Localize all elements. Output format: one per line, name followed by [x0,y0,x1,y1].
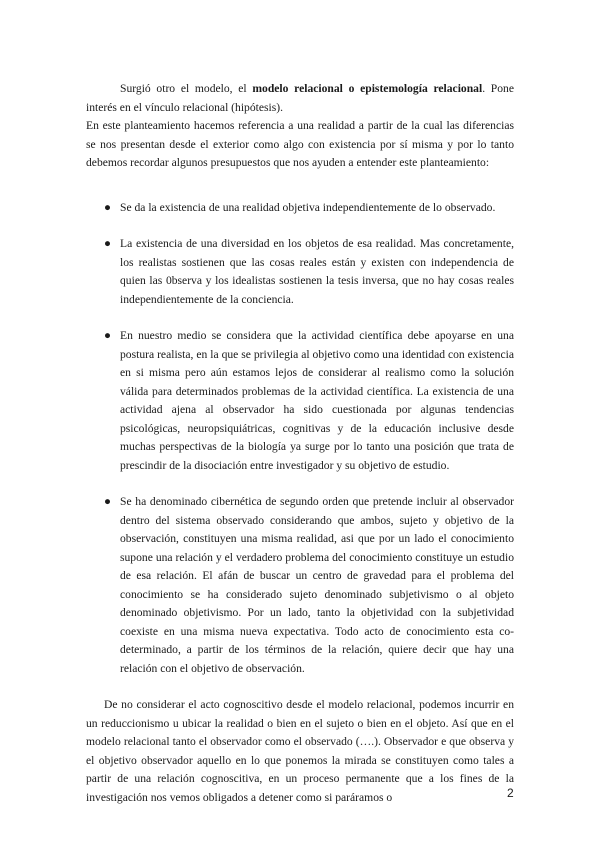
bullet-dot-icon: ● [104,200,112,214]
page-body [86,80,514,807]
intro-tail: . Pone interés en el vínculo relacional (hipótesis). [86,82,514,114]
intro-bold-term: modelo relacional o epistemología relacional [252,82,483,95]
bullet-dot-icon: ● [104,495,112,508]
bullet-item [86,327,514,475]
closing-paragraph: De no considerar el acto cognoscitivo desde el modelo relacional, podemos incurrir en un reduccionismo u ubicar la realidad o bien en el sujeto o bien en el objeto. Así que en el modelo relacional tanto el observador como el observado (….). Observador e que observa y el objetivo observador aquello en lo que ponemos la mirada se constituyen como tales a partir de una relación cognoscitiva, en un proceso permanente que a los fines de la investigación nos vemos obligados a detener como si paráramos o [86,698,514,804]
bullet-text: En nuestro medio se considera que la actividad científica debe apoyarse en una postura realista, en la que se privilegia al objetivo como una identidad con existencia en si misma pero aún estamos lejos de considerar al realismo como la solución válida para determinados problemas de la actividad científica. La existencia de una actividad ajena al observador ha sido cuestionada por algunas tendencias psicológicas, neuropsiquiátricas, cognitivas y de la educación inclusive desde muchas perspectivas de la biología ya surge por lo tanto una posición que trata de prescindir de la disociación entre investigador y su objetivo de estudio. [120,329,514,472]
bullet-list [86,199,514,679]
intro-paragraph [86,80,514,117]
intro-lead: Surgió otro el modelo, el [120,82,253,95]
bullet-item [86,235,514,309]
page-number: 2 [507,786,514,800]
bullet-text: Se ha denominado cibernética de segundo orden que pretende incluir al observador dentro del sistema observado considerando que ambos, sujeto y objetivo de la observación, constituyen una misma realidad, asi que por un lado el conocimiento supone una relación y el verdadero problema del conocimiento constituye un estudio de esa relación. El afán de buscar un centro de gravedad para el problema del conocimiento se ha considerado sujeto denominado subjetivismo o al objeto denominado objetivismo. Por un lado, tanto la objetividad con la subjetividad coexiste en una misma nueva expectativa. Todo acto de conocimiento esta co-determinado, a partir de los términos de la relación, quiere decir que hay una relación con el objetivo de observación. [120,495,514,675]
bullet-dot-icon: ● [104,329,112,342]
bullet-item [86,199,514,218]
bullet-text: Se da la existencia de una realidad objetiva independientemente de lo observado. [120,200,496,214]
bullet-dot-icon: ● [104,237,112,250]
bullet-item [86,493,514,678]
bullet-text: La existencia de una diversidad en los objetos de esa realidad. Mas concretamente, los realistas sostienen que las cosas reales están y existen con independencia de quien las 0bserva y los idealistas sostienen la tesis inversa, que no hay cosas reales independientemente de la conciencia. [120,237,514,306]
intro-paragraph-2: En este planteamiento hacemos referencia a una realidad a partir de la cual las diferencias se nos presentan desde el exterior como algo con existencia por sí misma y por lo tanto debemos recordar algunos presupuestos que nos ayuden a entender este planteamiento: [86,119,514,169]
